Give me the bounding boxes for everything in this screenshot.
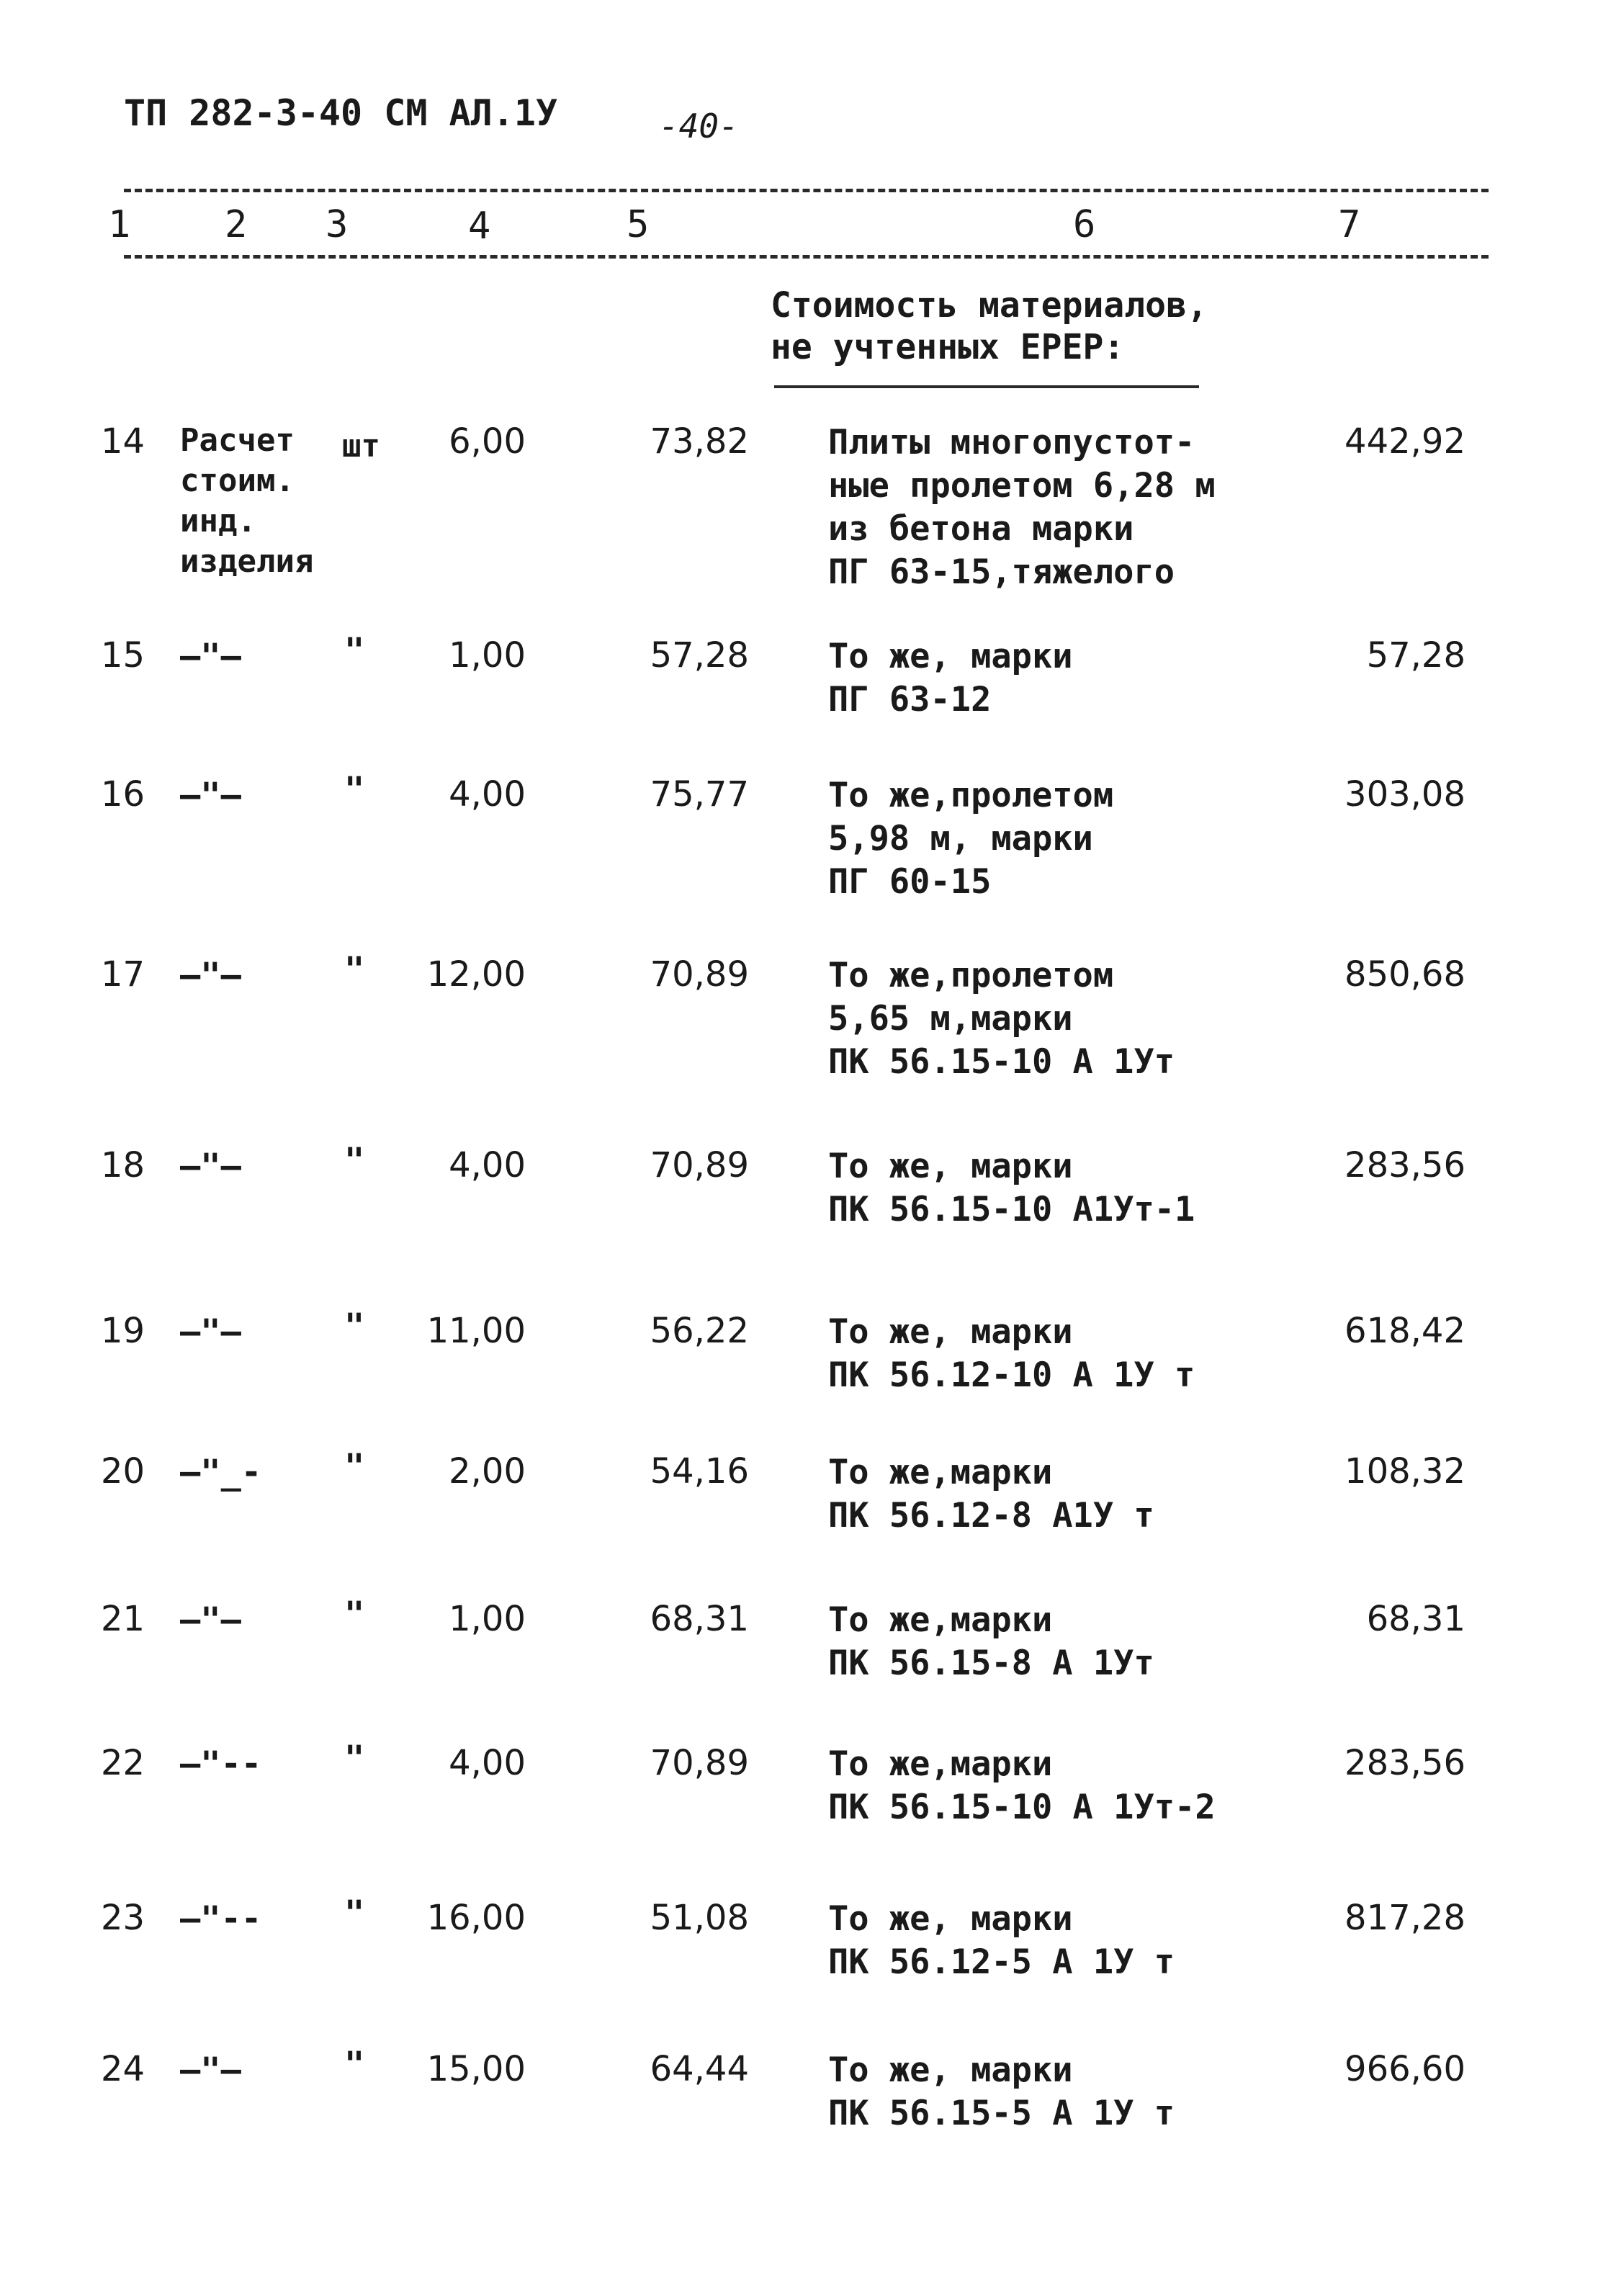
row-total: 817,28 — [1345, 1898, 1465, 1938]
row-total: 283,56 — [1345, 1743, 1465, 1783]
row-quantity: 16,00 — [426, 1898, 526, 1938]
row-total: 618,42 — [1345, 1311, 1465, 1351]
row-description-line: 5,98 м, марки — [828, 819, 1093, 858]
row-description-line: ПК 56.12-5 А 1У т — [828, 1942, 1175, 1982]
col-number-7: 7 — [1338, 203, 1361, 246]
row-description-line: То же,пролетом — [828, 956, 1114, 995]
row-unit-price: 73,82 — [650, 421, 749, 462]
row-description-line: То же, марки — [828, 2050, 1073, 2090]
row-basis: инд. — [180, 503, 256, 539]
row-description-line: То же, марки — [828, 1312, 1073, 1352]
row-description-line: ПК 56.15-10 А 1Ут — [828, 1042, 1175, 1082]
row-quantity: 4,00 — [449, 774, 526, 815]
row-description-line: ПК 56.15-10 А1Ут-1 — [828, 1190, 1195, 1229]
row-total: 442,92 — [1345, 421, 1465, 462]
row-number: 14 — [101, 421, 145, 462]
row-unit: " — [344, 1447, 365, 1486]
row-number: 16 — [101, 774, 145, 815]
section-title-line-2: не учтенных ЕРЕР: — [771, 327, 1125, 367]
row-description-line: То же, марки — [828, 637, 1073, 676]
col-number-5: 5 — [627, 203, 650, 246]
row-description-line: То же,марки — [828, 1600, 1053, 1640]
row-quantity: 11,00 — [426, 1311, 526, 1351]
row-quantity: 6,00 — [449, 421, 526, 462]
row-number: 19 — [101, 1311, 145, 1351]
section-title-line-1: Стоимость материалов, — [771, 285, 1208, 326]
row-basis: —"— — [180, 637, 241, 676]
col-number-1: 1 — [108, 203, 131, 246]
section-title-underline — [774, 385, 1199, 388]
row-unit: " — [344, 2045, 365, 2084]
col-number-6: 6 — [1073, 203, 1096, 246]
row-description-line: То же,марки — [828, 1453, 1053, 1492]
row-description-line: 5,65 м,марки — [828, 999, 1073, 1039]
row-quantity: 1,00 — [449, 1599, 526, 1639]
row-unit: " — [344, 1141, 365, 1180]
column-header-top-rule — [124, 189, 1489, 192]
row-basis: —"— — [180, 1147, 241, 1186]
column-header-bottom-rule — [124, 255, 1489, 259]
row-unit: " — [344, 770, 365, 810]
row-total: 850,68 — [1345, 954, 1465, 995]
row-unit-price: 70,89 — [650, 1145, 749, 1185]
row-total: 303,08 — [1345, 774, 1465, 815]
row-quantity: 15,00 — [426, 2049, 526, 2089]
row-description-line: ПК 56.12-10 А 1У т — [828, 1355, 1195, 1395]
row-unit-price: 56,22 — [650, 1311, 749, 1351]
row-description-line: То же, марки — [828, 1147, 1073, 1186]
row-number: 15 — [101, 635, 145, 676]
row-unit: шт — [342, 428, 380, 465]
row-basis: —"— — [180, 1312, 241, 1352]
row-description-line: ПГ 63-15,тяжелого — [828, 552, 1175, 592]
row-description-line: ПК 56.15-8 А 1Ут — [828, 1643, 1154, 1683]
row-unit-price: 64,44 — [650, 2049, 749, 2089]
page-number: -40- — [659, 107, 739, 145]
row-quantity: 4,00 — [449, 1743, 526, 1783]
row-description-line: То же,марки — [828, 1744, 1053, 1784]
row-description-line: ПК 56.15-5 А 1У т — [828, 2094, 1175, 2133]
row-number: 21 — [101, 1599, 145, 1639]
row-unit: " — [344, 1595, 365, 1634]
row-description-line: Плиты многопустот- — [828, 423, 1195, 462]
row-unit-price: 57,28 — [650, 635, 749, 676]
row-number: 18 — [101, 1145, 145, 1185]
row-description-line: ПК 56.12-8 А1У т — [828, 1496, 1154, 1535]
row-unit-price: 54,16 — [650, 1451, 749, 1492]
row-basis: Расчет — [180, 422, 295, 459]
row-basis: —"— — [180, 1600, 241, 1640]
row-unit: " — [344, 950, 365, 990]
row-description-line: ные пролетом 6,28 м — [828, 466, 1216, 506]
row-description-line: ПГ 60-15 — [828, 862, 992, 902]
row-number: 23 — [101, 1898, 145, 1938]
row-number: 20 — [101, 1451, 145, 1492]
row-total: 57,28 — [1366, 635, 1465, 676]
col-number-4: 4 — [468, 205, 491, 248]
row-basis: изделия — [180, 543, 314, 580]
row-quantity: 12,00 — [426, 954, 526, 995]
row-basis: стоим. — [180, 462, 295, 499]
row-unit: " — [344, 631, 365, 671]
row-number: 22 — [101, 1743, 145, 1783]
row-total: 108,32 — [1345, 1451, 1465, 1492]
row-unit: " — [344, 1893, 365, 1933]
row-total: 966,60 — [1345, 2049, 1465, 2089]
document-code: ТП 282-3-40 СМ АЛ.1У — [124, 92, 558, 134]
row-basis: —"— — [180, 776, 241, 815]
row-unit-price: 51,08 — [650, 1898, 749, 1938]
row-description-line: из бетона марки — [828, 509, 1134, 549]
row-basis: —"— — [180, 956, 241, 995]
row-unit-price: 70,89 — [650, 954, 749, 995]
row-basis: —"_- — [180, 1453, 262, 1492]
row-description-line: То же, марки — [828, 1899, 1073, 1939]
row-total: 68,31 — [1366, 1599, 1465, 1639]
row-description-line: То же,пролетом — [828, 776, 1114, 815]
row-basis: —"-- — [180, 1744, 262, 1784]
row-quantity: 4,00 — [449, 1145, 526, 1185]
row-description-line: ПГ 63-12 — [828, 680, 992, 719]
row-unit: " — [344, 1739, 365, 1778]
row-number: 17 — [101, 954, 145, 995]
row-total: 283,56 — [1345, 1145, 1465, 1185]
row-unit-price: 70,89 — [650, 1743, 749, 1783]
row-basis: —"-- — [180, 1899, 262, 1939]
row-unit-price: 75,77 — [650, 774, 749, 815]
row-quantity: 2,00 — [449, 1451, 526, 1492]
col-number-2: 2 — [225, 203, 248, 246]
row-unit: " — [344, 1306, 365, 1346]
row-basis: —"— — [180, 2050, 241, 2090]
row-number: 24 — [101, 2049, 145, 2089]
row-quantity: 1,00 — [449, 635, 526, 676]
row-unit-price: 68,31 — [650, 1599, 749, 1639]
row-description-line: ПК 56.15-10 А 1Ут-2 — [828, 1788, 1216, 1827]
col-number-3: 3 — [326, 203, 349, 246]
